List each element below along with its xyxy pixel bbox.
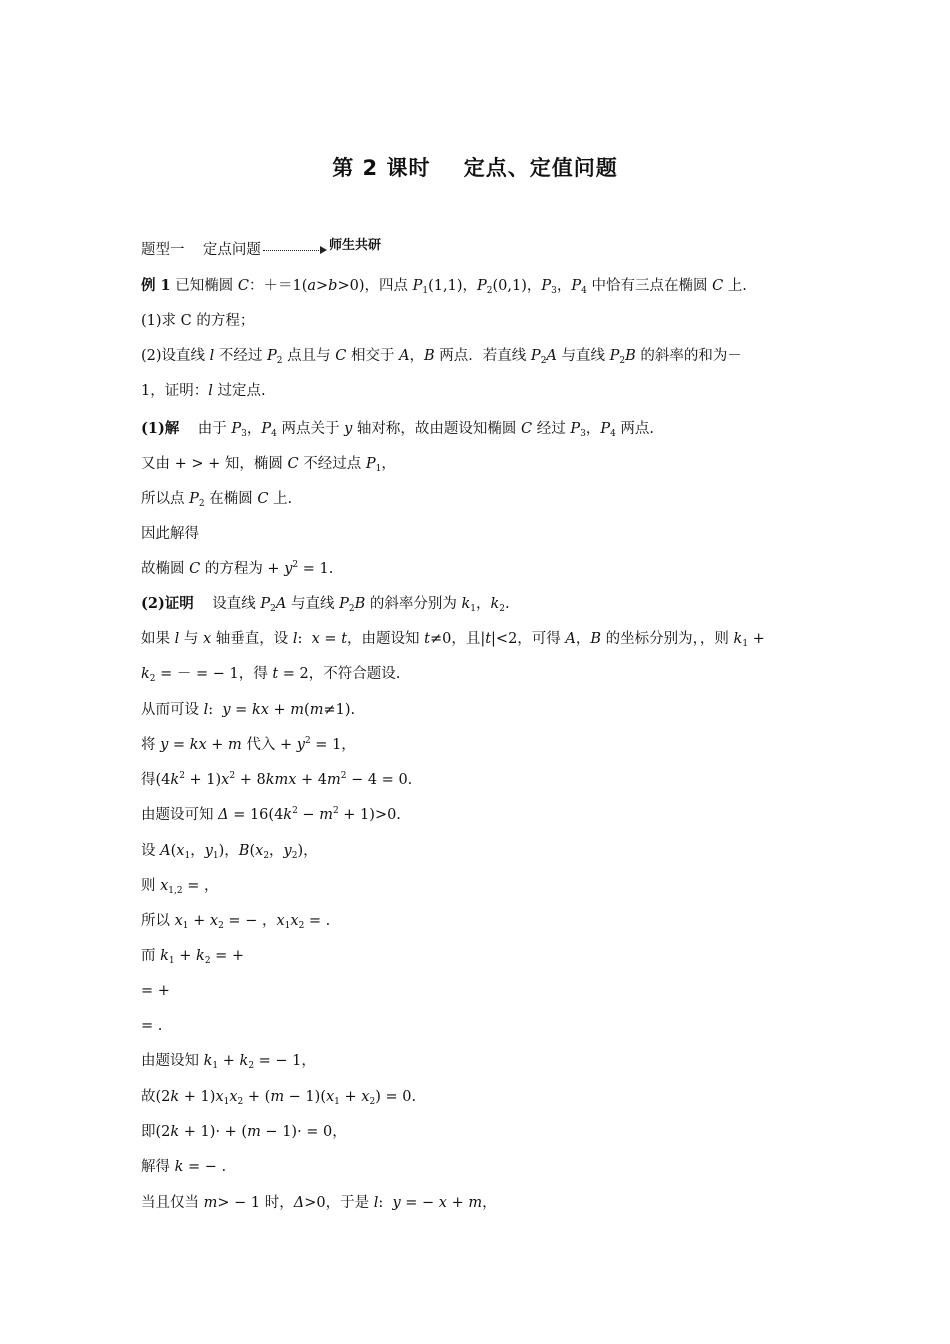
question-1: (1)求 C 的方程； xyxy=(141,313,255,329)
solution-line: = . xyxy=(141,1018,163,1034)
solution-line: 将 y = kx + m 代入 + $y^2 = 1$， xyxy=(141,736,356,753)
example-statement: 例 1 已知椭圆 C：＋＝1(a>b>0)，四点 $P_1(1,1)$，$P_2(0,1)$，$P_3$，$P_4$ 中恰有三点在椭圆 C 上. xyxy=(141,277,747,296)
solution-line: 因此解得 xyxy=(141,526,199,542)
question-2: (2)设直线 l 不经过 $P_2$ 点且与 C 相交于 A，B 两点．若直线 $P_2A$ 与直线 $P_2B$ 的斜率的和为－ xyxy=(141,348,742,366)
solution-line: 由题设可知 $\Delta = 16(4k^2 - m^2 + 1)>0$. xyxy=(141,806,401,823)
solution-line: 则 $x_{1,2}$ = ， xyxy=(141,878,219,896)
solution-line: 得$(4k^2 + 1)x^2 + 8kmx + 4m^2 - 4 = 0$. xyxy=(141,771,413,788)
solution-line: 又由 + > + 知，椭圆 C 不经过点 $P_1$， xyxy=(141,456,396,474)
solution-line: 设 $A(x_1$，$y_1$)，$B(x_2$，$y_2$)， xyxy=(141,843,318,861)
solution-line: 即(2k + 1)· + (m − 1)· = 0， xyxy=(141,1124,347,1140)
section-heading xyxy=(141,240,381,260)
solution-line: 而 $k_1 + k_2$ = + xyxy=(141,948,245,966)
solution-line: $k_2$ = － = − 1，得 t = 2，不符合题设. xyxy=(141,666,401,684)
solution-1-intro: (1)解 由于 $P_3$，$P_4$ 两点关于 y 轴对称，故由题设知椭圆 C 经过 $P_3$，$P_4$ 两点. xyxy=(141,420,655,439)
solution-line: 故椭圆 C 的方程为 + $y^2 = 1$. xyxy=(141,560,334,577)
solution-line: = + xyxy=(141,983,170,999)
question-2-cont: 1，证明：l 过定点. xyxy=(141,383,266,399)
page-title: 第 2 课时 定点、定值问题 xyxy=(332,156,618,180)
solution-line: 故$(2k + 1)x_1x_2 + (m - 1)(x_1 + x_2) = 0$. xyxy=(141,1089,417,1107)
solution-line: 所以 $x_1 + x_2$ = − ，$x_1x_2$ = . xyxy=(141,913,331,931)
section-label: 题型一 定点问题 xyxy=(141,242,261,258)
solution-line: 所以点 $P_2$ 在椭圆 C 上. xyxy=(141,491,293,509)
solution-line: 如果 l 与 x 轴垂直，设 l: x = t，由题设知 t≠0，且|t|<2，可得 A，B 的坐标分别为，，则 $k_1$ + xyxy=(141,631,765,649)
solution-line: 由题设知 $k_1 + k_2$ = − 1， xyxy=(141,1053,316,1071)
solution-line: 当且仅当 m> − 1 时，Δ>0，于是 l: y = − x + m， xyxy=(141,1195,497,1211)
arrow-icon xyxy=(263,245,327,255)
solution-2-intro: (2)证明 设直线 $P_2A$ 与直线 $P_2B$ 的斜率分别为 $k_1$，$k_2$. xyxy=(141,595,510,614)
solution-line: 解得 k = − . xyxy=(141,1159,227,1175)
section-tag: 师生共研 xyxy=(328,238,381,253)
solution-line: 从而可设 l: y = kx + m(m≠1). xyxy=(141,702,356,718)
